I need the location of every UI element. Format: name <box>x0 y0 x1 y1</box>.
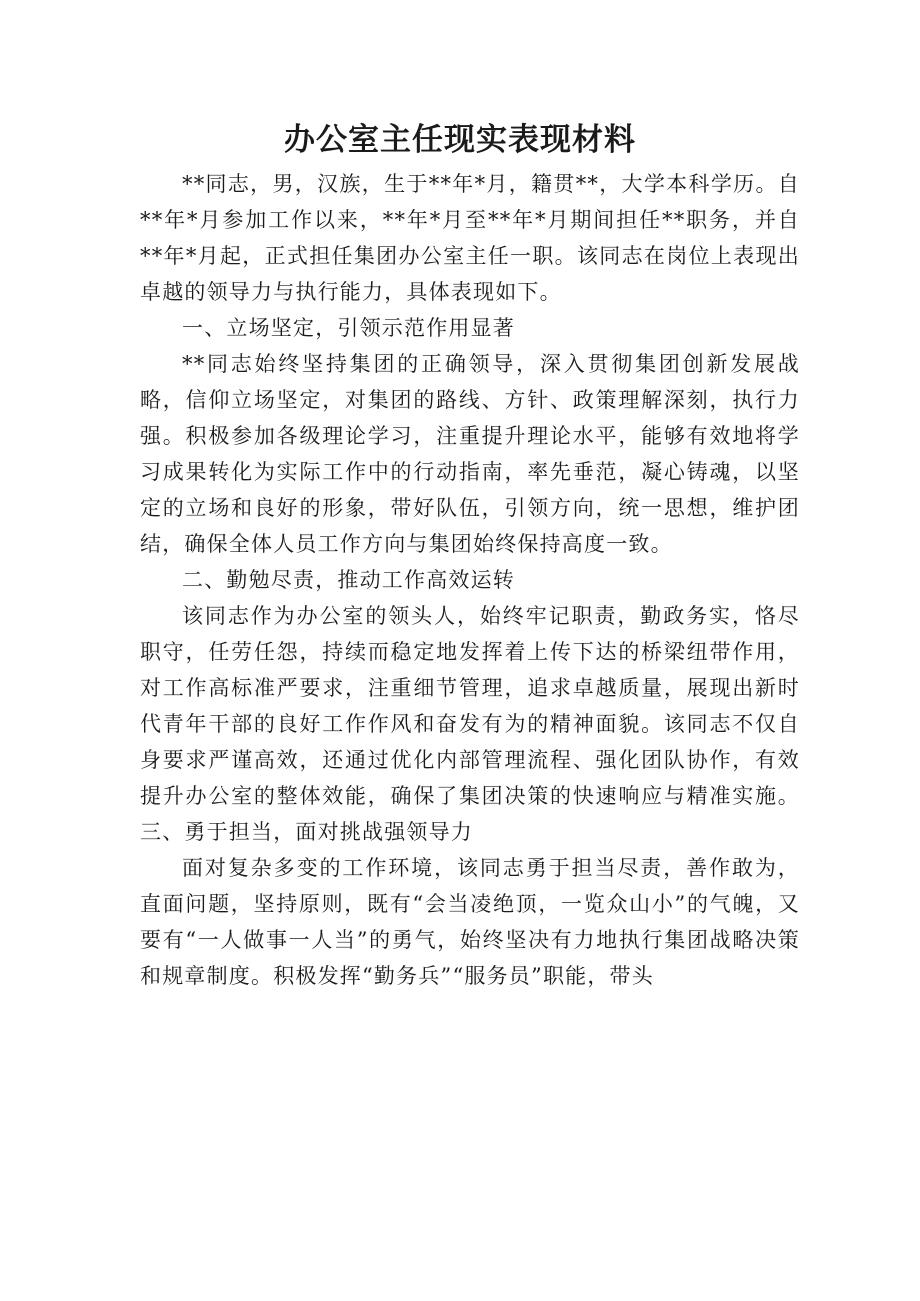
heading-section-1: 一、立场坚定，引领示范作用显著 <box>182 316 515 340</box>
paragraph-section-1: **同志始终坚持集团的正确领导，深入贯彻集团创新发展战略，信仰立场坚定，对集团的路线、方针、政策理解深刻，执行力强。积极参加各级理论学习，注重提升理论水平，能够有效地将学习成果转化为实际工作中的行动指南，率先垂范，凝心铸魂，以坚定的立场和良好的形象，带好队伍，引领方向，统一思想，维护团结，确保全体人员工作方向与集团始终保持高度一致。 <box>140 352 800 556</box>
heading-section-2: 二、勤勉尽责，推动工作高效运转 <box>182 568 515 592</box>
paragraph-intro: **同志，男，汉族，生于**年*月，籍贯**，大学本科学历。自**年*月参加工作以来，**年*月至**年*月期间担任**职务，并自**年*月起，正式担任集团办公室主任一职。该同志在岗位上表现出卓越的领导力与执行能力，具体表现如下。 <box>140 172 800 304</box>
paragraph-section-3: 面对复杂多变的工作环境，该同志勇于担当尽责，善作敢为，直面问题，坚持原则，既有“会当凌绝顶，一览众山小”的气魄，又要有“一人做事一人当”的勇气，始终坚决有力地执行集团战略决策和规章制度。积极发挥“勤务兵”“服务员”职能，带头 <box>140 856 800 988</box>
paragraph-section-2: 该同志作为办公室的领头人，始终牢记职责，勤政务实，恪尽职守，任劳任怨，持续而稳定地发挥着上传下达的桥梁纽带作用，对工作高标准严要求，注重细节管理，追求卓越质量，展现出新时代青年干部的良好工作作风和奋发有为的精神面貌。该同志不仅自身要求严谨高效，还通过优化内部管理流程、强化团队协作，有效提升办公室的整体效能，确保了集团决策的快速响应与精准实施。三、勇于担当，面对挑战强领导力 <box>140 604 800 844</box>
document-title: 办公室主任现实表现材料 <box>284 122 636 158</box>
document-body <box>140 166 800 994</box>
